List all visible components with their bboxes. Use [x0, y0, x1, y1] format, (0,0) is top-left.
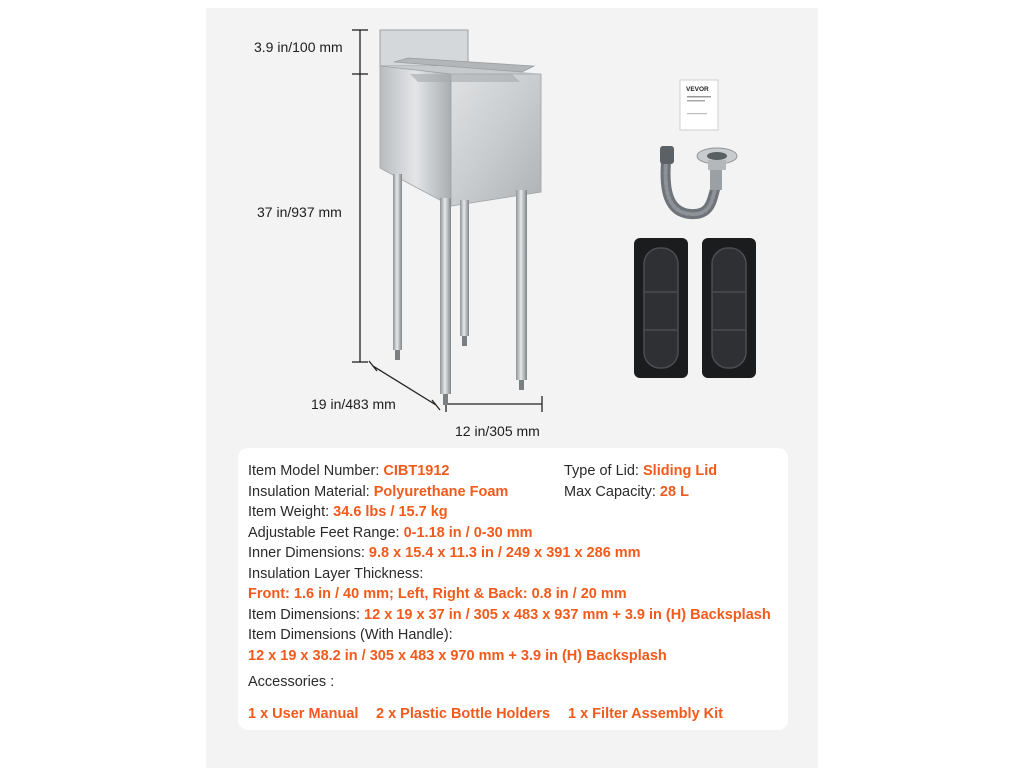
accessory-item: 1 x User Manual — [248, 706, 359, 722]
specifications-panel — [238, 448, 788, 730]
accessory-item: 2 x Plastic Bottle Holders — [376, 706, 551, 722]
spec-model-value: CIBT1912 — [383, 463, 450, 479]
spec-model-label: Item Model Number: — [248, 463, 384, 479]
dimension-depth-label: 19 in/483 mm — [311, 396, 396, 412]
spec-item-dims-label: Item Dimensions: — [248, 607, 365, 623]
filter-kit-illustration — [660, 146, 737, 214]
spec-handle-dims-value: 12 x 19 x 38.2 in / 305 x 483 x 970 mm + 3.9 in (H) Backsplash — [248, 648, 667, 664]
dimension-height-label: 37 in/937 mm — [257, 204, 342, 220]
manual-brand-text: VEVOR — [686, 86, 709, 93]
spec-inner-value: 9.8 x 15.4 x 11.3 in / 249 x 391 x 286 mm — [368, 545, 641, 561]
accessories-label: Accessories : — [248, 674, 335, 690]
dimension-backsplash-label: 3.9 in/100 mm — [254, 39, 343, 55]
spec-weight — [248, 504, 448, 520]
ice-bin-illustration — [380, 30, 541, 405]
spec-insulation — [248, 484, 508, 500]
spec-capacity-label: Max Capacity: — [564, 484, 660, 500]
user-manual-illustration — [680, 80, 718, 130]
spec-capacity-value: 28 L — [659, 484, 689, 500]
spec-item-dims-value: 12 x 19 x 37 in / 305 x 483 x 937 mm + 3.9 in (H) Backsplash — [364, 607, 771, 623]
bottle-holders-illustration — [634, 238, 756, 378]
spec-thickness-label: Insulation Layer Thickness: — [248, 566, 424, 582]
spec-inner — [248, 545, 641, 561]
spec-item-dims — [248, 607, 771, 623]
dimension-width-label: 12 in/305 mm — [455, 423, 540, 439]
spec-thickness-value: Front: 1.6 in / 40 mm; Left, Right & Back: 0.8 in / 20 mm — [248, 586, 627, 602]
spec-feet-label: Adjustable Feet Range: — [248, 525, 404, 541]
spec-lid-label: Type of Lid: — [564, 463, 643, 479]
accessory-item: 1 x Filter Assembly Kit — [568, 706, 723, 722]
spec-handle-dims-label: Item Dimensions (With Handle): — [248, 627, 453, 643]
spec-weight-value: 34.6 lbs / 15.7 kg — [333, 504, 448, 520]
spec-insulation-label: Insulation Material: — [248, 484, 374, 500]
spec-feet-value: 0-1.18 in / 0-30 mm — [403, 525, 533, 541]
spec-lid — [564, 463, 717, 479]
spec-lid-value: Sliding Lid — [643, 463, 718, 479]
spec-weight-label: Item Weight: — [248, 504, 334, 520]
spec-capacity — [564, 484, 689, 500]
spec-insulation-value: Polyurethane Foam — [373, 484, 509, 500]
spec-feet — [248, 525, 533, 541]
spec-inner-label: Inner Dimensions: — [248, 545, 369, 561]
spec-model — [248, 463, 449, 479]
